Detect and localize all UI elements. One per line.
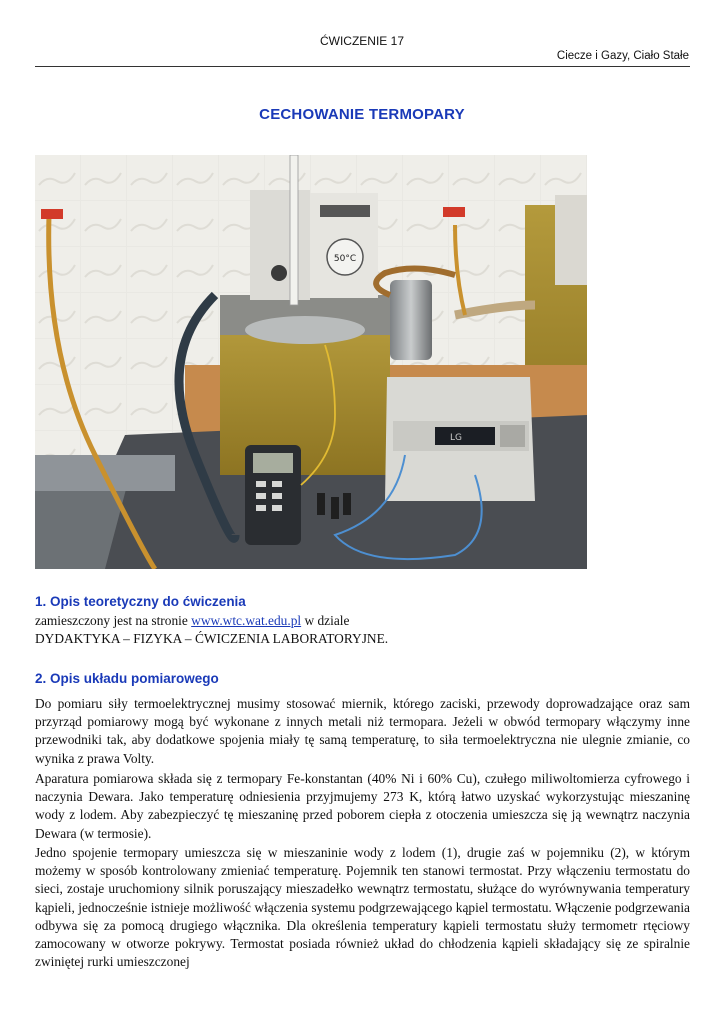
- section2-heading: 2. Opis układu pomiarowego: [35, 671, 219, 686]
- header-exercise: ĆWICZENIE 17: [319, 34, 404, 48]
- display-brand: LG: [450, 433, 462, 443]
- section1-heading: 1. Opis teoretyczny do ćwiczenia: [35, 594, 246, 609]
- section2-paragraph-1: Do pomiaru siły termoelektrycznej musimy stosować miernik, którego zaciski, przewody doprowadzające oraz sam przyrząd pomiarowy mogą być wykonane z innych metali niż termopara. Jeżeli w obwód termopary włączymy inne przewodniki tak, aby dodatkowe spojenia miały tę samą temperaturę, to siła termoelektryczna nie ulegnie zmianie, co wynika z prawa Volty.: [35, 696, 690, 766]
- header-section: Ciecze i Gazy, Ciało Stałe: [556, 50, 689, 62]
- lab-apparatus-photo: [35, 155, 587, 569]
- section1-line2: DYDAKTYKA – FIZYKA – ĆWICZENIA LABORATORYJNE.: [35, 631, 389, 647]
- thermostat-temp-label: 50°C: [333, 254, 357, 264]
- page-title: CECHOWANIE TERMOPARY: [259, 106, 465, 123]
- section1-text: [35, 612, 690, 648]
- section1-text-before: zamieszczony jest na stronie: [35, 613, 192, 628]
- section2-paragraph-3: Jedno spojenie termopary umieszcza się w mieszaninie wody z lodem (1), drugie zaś w pojemniku (2), w którym możemy w sposób kontrolowany zmieniać temperaturę. Pojemnik ten stanowi termostat. Przy włączeniu termostatu do sieci, zostaje uruchomiony silnik poruszający mieszadełko wewnątrz termostatu, służące do wyrównywania temperatury kąpieli, jednocześnie istnieje możliwość włączenia systemu podgrzewającego kąpiel termostatu. Włączenie podgrzewania odbywa się za pomocą drugiego włącznika. Dla określenia temperatury kąpieli termostatu służy termometr rtęciowy zamocowany w otworze pokrywy. Termostat posiada również układ do chłodzenia kąpieli składający się ze spiralnie zwiniętej rurki umieszczonej: [35, 845, 690, 970]
- section2-paragraph-2: Aparatura pomiarowa składa się z termopary Fe-konstantan (40% Ni i 60% Cu), czułego miliwoltomierza cyfrowego i naczynia Dewara. Jako temperaturę odniesienia przyjmujemy 273 K, którą łatwo uzyskać wykorzystując mieszaninę wody z lodem. Aby zabezpieczyć tę mieszaninę przed poborem ciepła z otoczenia umieszcza się ją wewnątrz naczynia Dewara (w termosie).: [35, 771, 690, 841]
- header-divider: [35, 66, 690, 67]
- section1-text-after: w dziale: [301, 613, 350, 628]
- wtc-website-link[interactable]: www.wtc.wat.edu.pl: [191, 613, 302, 628]
